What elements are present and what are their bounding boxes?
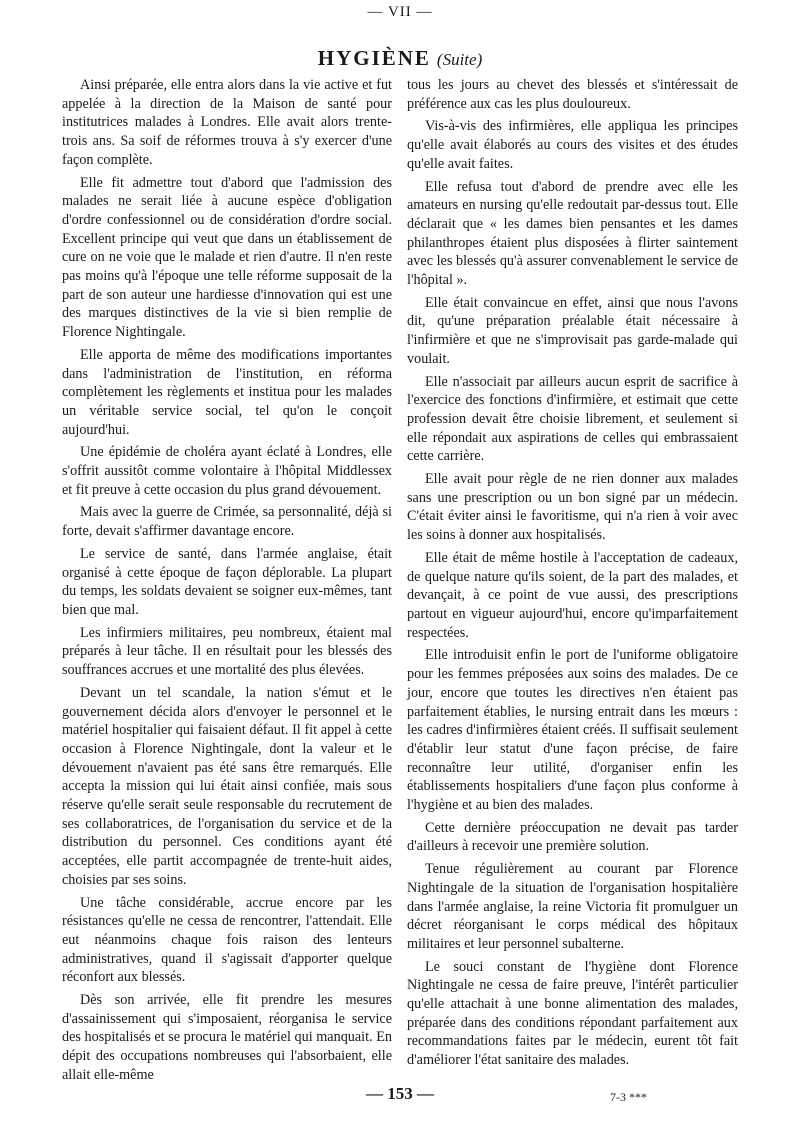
paragraph: Elle fit admettre tout d'abord que l'admission des malades ne serait liée à aucune espèce d'obligation d'ordre confessionnel ou de considération d'ordre social. Excellent principe qui veut que dans un établissement de cure on ne voie que le malade et rien d'autre. Il n'en reste pas moins qu'à l'époque une telle réforme supposait de la part de son auteur une hardiesse d'innovation qui est une des marques distinctives de la vie si bien remplie de Florence Nightingale. xyxy=(62,174,392,341)
paragraph: Cette dernière préoccupation ne devait pas tarder d'ailleurs à recevoir une première solution. xyxy=(407,819,738,855)
section-title: HYGIÈNE xyxy=(317,46,431,70)
paragraph: Elle refusa tout d'abord de prendre avec elle les amateurs en nursing qu'elle redoutait par-dessus tout. Elle déclarait que « les dames bien pensantes et les dames philanthropes étaient plus disposées à flirter saintement avec les blessés qu'à assurer convenablement le service de l'hôpital ». xyxy=(407,178,738,289)
paragraph: Une épidémie de choléra ayant éclaté à Londres, elle s'offrit aussitôt comme volontaire à l'hôpital Middlessex et fit preuve à cette occasion du plus grand dévouement. xyxy=(62,444,392,498)
paragraph: Dès son arrivée, elle fit prendre les mesures d'assainissement qui s'imposaient, réorganisa le service des hospitalisés et se procura le matériel qui manquait. En dépit des occupations nombreuses qui l'absorbaient, elle allait elle-même xyxy=(62,992,392,1083)
paragraph: Elle était convaincue en effet, ainsi que nous l'avons dit, qu'une préparation préalable était nécessaire à l'infirmière et que ne s'improvisait pas garde-malade qui voulait. xyxy=(407,294,738,367)
paragraph: Une tâche considérable, accrue encore par les résistances qu'elle ne cessa de rencontrer, l'attendait. Elle eut néanmoins chaque fois raison des lenteurs administratives, quand il s'agissait d'apporter quelque réconfort aux blessés. xyxy=(62,894,392,986)
paragraph: Devant un tel scandale, la nation s'émut et le gouvernement décida alors d'envoyer le personnel et le matériel hospitalier qui faisaient défaut. Il fit appel à cette occasion à Florence Nightingale, dont la valeur et le dévouement n'avaient pas été sans être remarqués. Elle accepta la mission qui lui était ainsi confiée, mais sous réserve qu'elle serait seule responsable du recrutement de ses collaboratrices, de l'organisation du service et de la distribution du personnel. Ces conditions ayant été acceptées, elle partit accompagnée de trente-huit aides, choisies par ses soins. xyxy=(62,684,392,888)
paragraph: Mais avec la guerre de Crimée, sa personnalité, déjà si forte, devait s'affirmer davantage encore. xyxy=(62,504,392,540)
paragraph: Elle était de même hostile à l'acceptation de cadeaux, de quelque nature qu'ils soient, de la part des malades, et devançait, à ce point de vue aussi, des prescriptions partout en vigueur aujourd'hui, encore qu'imparfaitement respectées. xyxy=(407,549,738,641)
paragraph: Elle introduisit enfin le port de l'uniforme obligatoire pour les femmes préposées aux soins des malades. De ce jour, encore que toutes les directives n'en étaient pas parfaitement établies, le nursing entrait dans les mœurs : les cadres d'infirmières étaient créés. Il suffisait seulement d'établir leur statut d'une façon précise, de faire reconnaître leur utilité, d'organiser enfin les établissements hospitaliers d'une façon plus conforme à l'hygiène et au bien des malades. xyxy=(407,647,738,814)
paragraph-continued: tous les jours au chevet des blessés et s'intéressait de préférence aux cas les plus douloureux. xyxy=(407,77,738,112)
right-column xyxy=(407,76,738,1074)
left-column xyxy=(62,76,392,1089)
section-heading xyxy=(0,46,800,71)
paragraph: Elle avait pour règle de ne rien donner aux malades sans une prescription ou un bon signé par un médecin. C'était éviter ainsi le favoritisme, qui n'a rien à voir avec les soins à donner aux hospitalisés. xyxy=(407,471,738,544)
paragraph: Vis-à-vis des infirmières, elle appliqua les principes qu'elle avait élaborés au cours des visites et des études qu'elle avait faites. xyxy=(407,118,738,172)
paragraph: Elle apporta de même des modifications importantes dans l'administration de l'institution, en réforma complètement les règlements et institua pour les malades un véritable service social, tel qu'on le conçoit aujourd'hui. xyxy=(62,346,392,438)
roman-page-number: — VII — xyxy=(367,4,433,20)
paragraph: Tenue régulièrement au courant par Florence Nightingale de la situation de l'organisation hospitalière dans l'armée anglaise, la reine Victoria fit promulguer un décret réorganisant le corps médical des hôpitaux militaires et leur personnel subalterne. xyxy=(407,861,738,952)
section-subtitle: (Suite) xyxy=(436,50,483,69)
signature-mark: 7-3 *** xyxy=(610,1090,647,1104)
paragraph: Elle n'associait par ailleurs aucun esprit de sacrifice à l'exercice des fonctions d'infirmière, et estimait que cette profession devait être choisie librement, et seulement si elle répondait aux aspirations de celles qui embrassaient cette carrière. xyxy=(407,373,738,465)
paragraph: Le service de santé, dans l'armée anglaise, était organisé à cette époque de façon déplorable. La plupart du temps, les soldats devaient se soigner eux-mêmes, tant bien que mal. xyxy=(62,545,392,618)
page-number: — 153 — xyxy=(366,1084,434,1103)
paragraph: Le souci constant de l'hygiène dont Florence Nightingale ne cessa de faire preuve, l'intérêt particulier qu'elle attachait à une bonne alimentation des malades, préparée dans des conditions répondant parfaitement aux recommandations faites par le médecin, eurent tôt fait d'améliorer l'état sanitaire des malades. xyxy=(407,958,738,1069)
paragraph: Les infirmiers militaires, peu nombreux, étaient mal préparés à leur tâche. Il en résultait pour les blessés des souffrances accrues et une mortalité des plus élevées. xyxy=(62,624,392,679)
paragraph: Ainsi préparée, elle entra alors dans la vie active et fut appelée à la direction de la Maison de santé pour institutrices malades à Londres. Elle avait alors trente-trois ans. Sa soif de réformes trouva à s'y exercer d'une façon complète. xyxy=(62,77,392,168)
